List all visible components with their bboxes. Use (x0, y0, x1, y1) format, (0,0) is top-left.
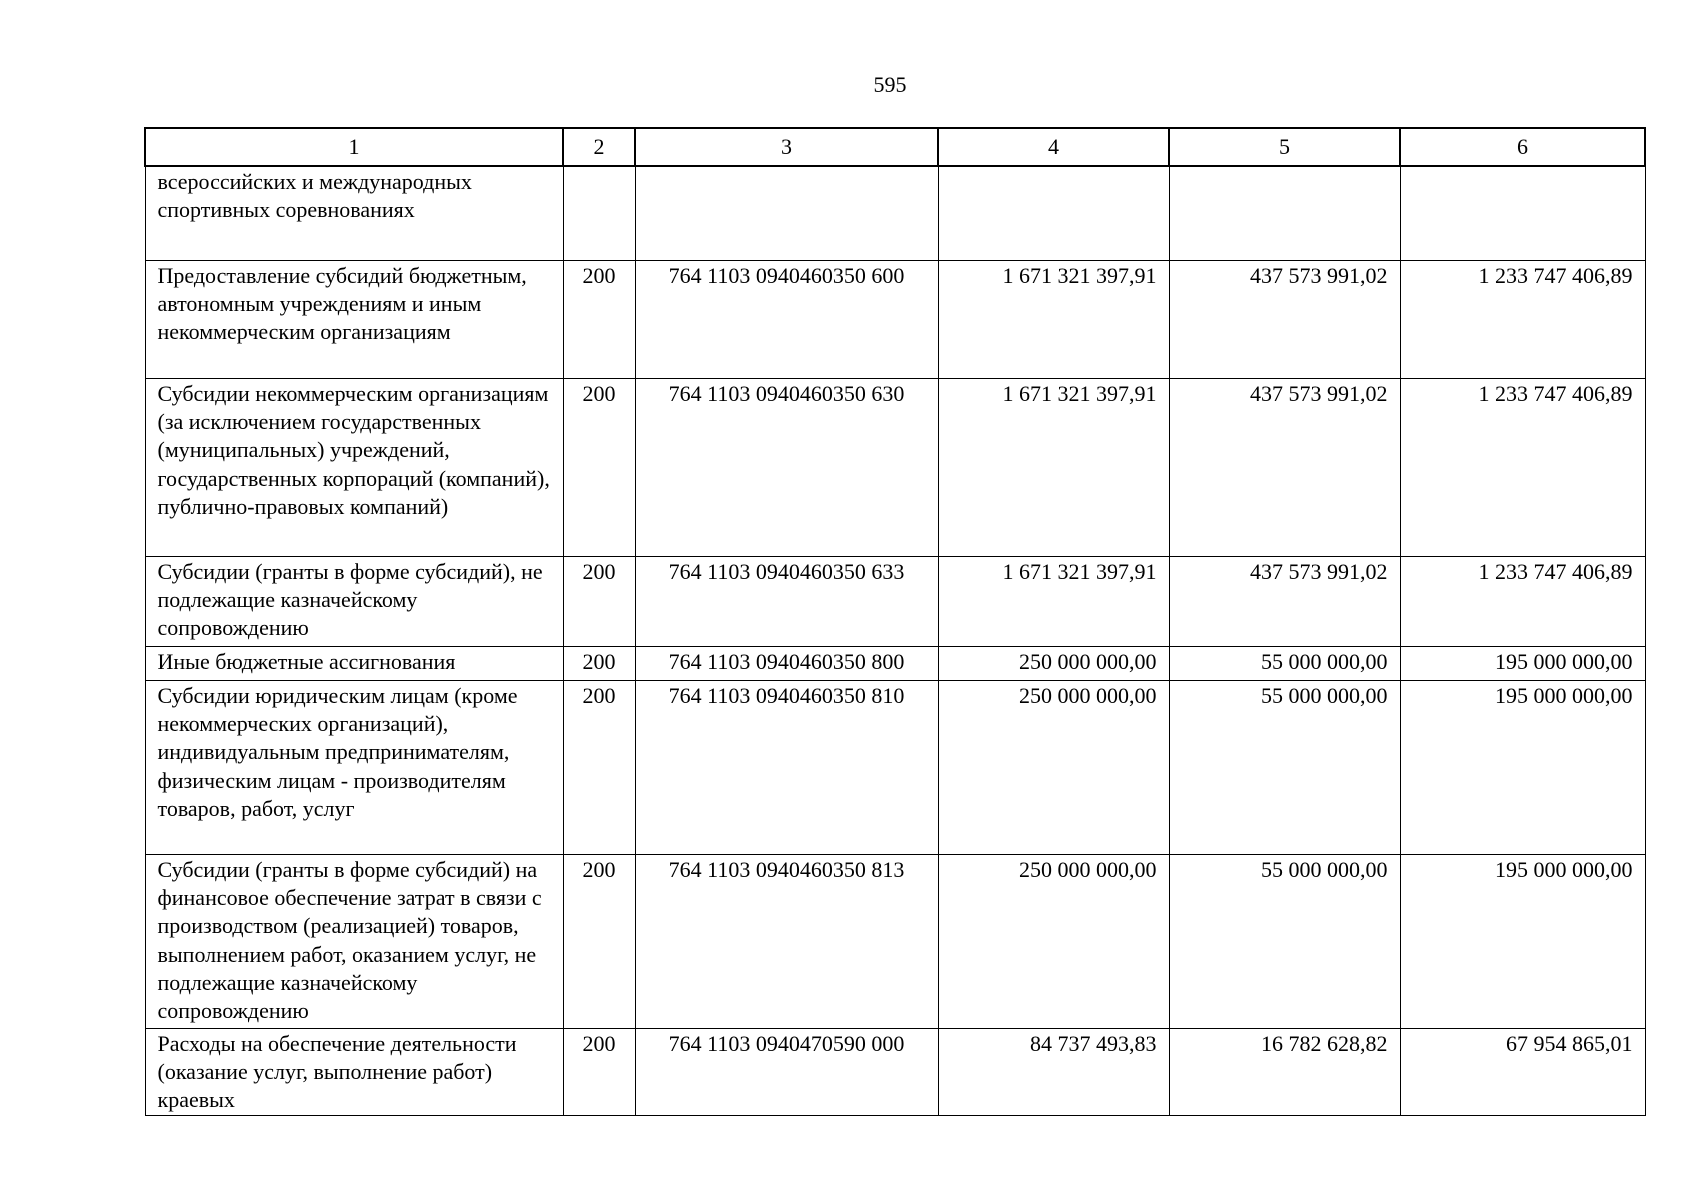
table-row (145, 379, 1645, 557)
row-name-cell: Расходы на обеспечение деятельности (оказание услуг, выполнение работ) краевых (145, 1029, 563, 1116)
row-code2-cell: 764 1103 0940460350 800 (635, 647, 938, 681)
column-header-4: 4 (938, 128, 1169, 166)
row-value6-cell: 1 233 747 406,89 (1400, 261, 1645, 379)
row-code2-cell: 764 1103 0940460350 600 (635, 261, 938, 379)
row-value4-cell: 1 671 321 397,91 (938, 557, 1169, 647)
row-value6-cell: 195 000 000,00 (1400, 681, 1645, 855)
row-code1-cell: 200 (563, 1029, 635, 1116)
row-value4-cell: 250 000 000,00 (938, 681, 1169, 855)
row-code2-cell: 764 1103 0940460350 810 (635, 681, 938, 855)
row-code1-cell: 200 (563, 261, 635, 379)
column-header-6: 6 (1400, 128, 1645, 166)
row-value6-cell: 67 954 865,01 (1400, 1029, 1645, 1116)
row-name-cell: Иные бюджетные ассигнования (145, 647, 563, 681)
row-value5-cell: 55 000 000,00 (1169, 647, 1400, 681)
row-name-cell: всероссийских и международных спортивных соревнованиях (145, 166, 563, 261)
table-row (145, 1029, 1645, 1116)
row-value5-cell: 437 573 991,02 (1169, 557, 1400, 647)
row-code1-cell: 200 (563, 647, 635, 681)
row-code1-cell: 200 (563, 557, 635, 647)
row-value6-cell (1400, 166, 1645, 261)
table-row (145, 647, 1645, 681)
row-code1-cell: 200 (563, 379, 635, 557)
row-name-cell: Субсидии (гранты в форме субсидий), не подлежащие казначейскому сопровождению (145, 557, 563, 647)
row-value5-cell: 437 573 991,02 (1169, 261, 1400, 379)
table-row (145, 261, 1645, 379)
row-value4-cell: 1 671 321 397,91 (938, 379, 1169, 557)
column-header-3: 3 (635, 128, 938, 166)
table-row (145, 166, 1645, 261)
row-value6-cell: 1 233 747 406,89 (1400, 379, 1645, 557)
row-name-cell: Субсидии некоммерческим организациям (за исключением государственных (муниципальных) учреждений, государственных корпораций (компаний), публично-правовых компаний) (145, 379, 563, 557)
row-code2-cell: 764 1103 0940460350 630 (635, 379, 938, 557)
row-value4-cell: 250 000 000,00 (938, 647, 1169, 681)
row-value5-cell: 16 782 628,82 (1169, 1029, 1400, 1116)
table-row (145, 557, 1645, 647)
table-row (145, 681, 1645, 855)
column-header-1: 1 (145, 128, 563, 166)
row-name-cell: Субсидии (гранты в форме субсидий) на финансовое обеспечение затрат в связи с производством (реализацией) товаров, выполнением работ, оказанием услуг, не подлежащие казначейскому сопровождению (145, 855, 563, 1029)
row-name-cell: Субсидии юридическим лицам (кроме некоммерческих организаций), индивидуальным предпринимателям, физическим лицам - производителям товаров, работ, услуг (145, 681, 563, 855)
row-value5-cell: 437 573 991,02 (1169, 379, 1400, 557)
row-code1-cell: 200 (563, 855, 635, 1029)
row-value5-cell (1169, 166, 1400, 261)
row-value4-cell: 250 000 000,00 (938, 855, 1169, 1029)
row-code2-cell: 764 1103 0940470590 000 (635, 1029, 938, 1116)
row-value4-cell: 84 737 493,83 (938, 1029, 1169, 1116)
row-code2-cell: 764 1103 0940460350 633 (635, 557, 938, 647)
column-header-2: 2 (563, 128, 635, 166)
row-value5-cell: 55 000 000,00 (1169, 855, 1400, 1029)
table-header-row (145, 128, 1645, 166)
row-value6-cell: 195 000 000,00 (1400, 647, 1645, 681)
row-value6-cell: 1 233 747 406,89 (1400, 557, 1645, 647)
row-value5-cell: 55 000 000,00 (1169, 681, 1400, 855)
budget-table (144, 127, 1646, 1116)
row-value4-cell: 1 671 321 397,91 (938, 261, 1169, 379)
table-row (145, 855, 1645, 1029)
row-code2-cell: 764 1103 0940460350 813 (635, 855, 938, 1029)
page-number: 595 (873, 72, 907, 97)
row-code1-cell (563, 166, 635, 261)
row-code2-cell (635, 166, 938, 261)
row-name-cell: Предоставление субсидий бюджетным, автономным учреждениям и иным некоммерческим организациям (145, 261, 563, 379)
column-header-5: 5 (1169, 128, 1400, 166)
row-code1-cell: 200 (563, 681, 635, 855)
row-value4-cell (938, 166, 1169, 261)
row-value6-cell: 195 000 000,00 (1400, 855, 1645, 1029)
